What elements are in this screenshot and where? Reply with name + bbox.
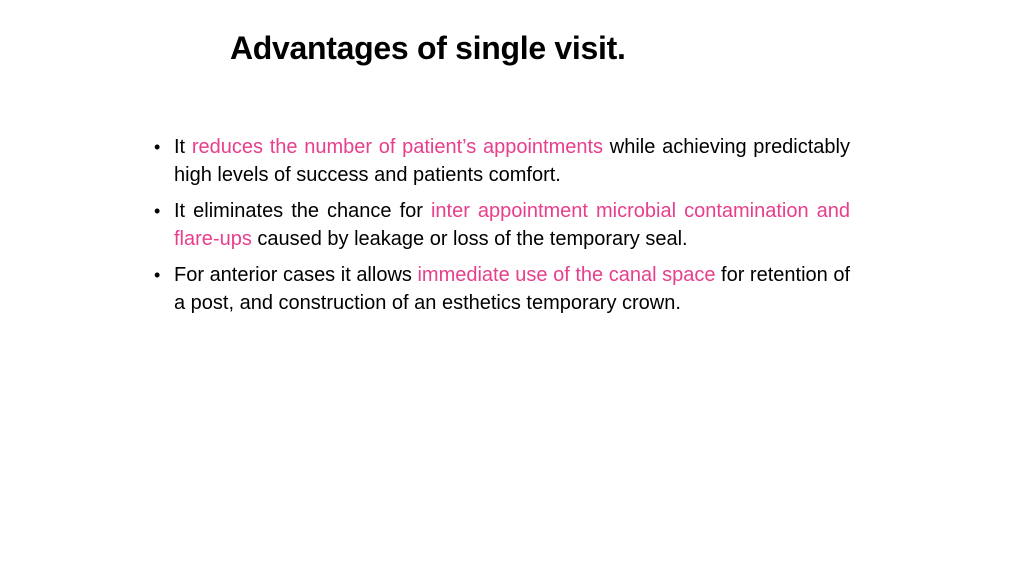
bullet-3-text: For anterior cases it allows: [174, 264, 418, 286]
bullet-marker: •: [154, 201, 161, 221]
slide-title: Advantages of single visit.: [230, 30, 626, 66]
bullet-2-text: It eliminates the chance for: [174, 200, 431, 222]
bullet-1-highlight: reduces the number of patient’s appointments: [191, 136, 604, 158]
bullet-marker: •: [154, 137, 161, 157]
bullet-1-text: It: [174, 136, 192, 158]
bullet-item-1: [150, 133, 850, 189]
bullet-3-highlight: immediate use of the canal space: [417, 264, 716, 286]
bullet-list: [150, 133, 850, 325]
bullet-item-3: [150, 261, 850, 317]
bullet-2-text-end: caused by leakage or loss of the temporary seal.: [251, 228, 688, 250]
bullet-1-text-end: while achieving predictably high levels of success and patients comfort.: [174, 136, 850, 186]
bullet-3-text-end: for retention of a post, and construction of an esthetics temporary crown.: [174, 264, 851, 314]
bullet-2-highlight: inter appointment microbial contamination and flare-ups: [174, 200, 850, 250]
bullet-marker: •: [154, 265, 161, 285]
bullet-item-2: [150, 197, 850, 253]
